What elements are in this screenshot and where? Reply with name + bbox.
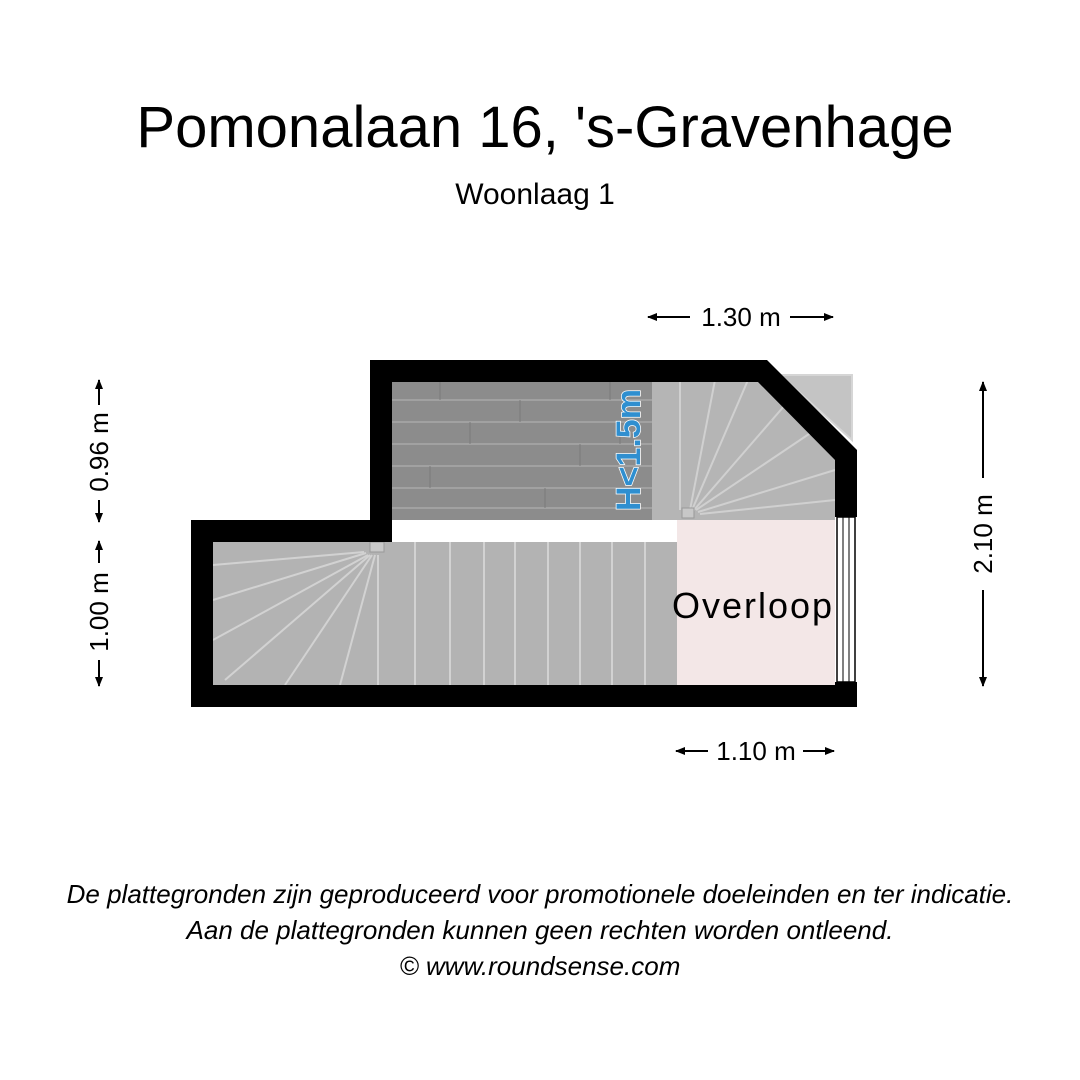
floor-subtitle: Woonlaag 1 (455, 178, 615, 211)
dimension-right-label: 2.10 m (968, 494, 998, 574)
window (837, 517, 855, 682)
dimension-right (968, 382, 998, 686)
dimension-top (648, 302, 833, 332)
height-note: H<1.5m (610, 389, 648, 511)
dimension-left-lower-label: 1.00 m (84, 572, 114, 652)
dimension-bottom-label: 1.10 m (716, 736, 796, 766)
dimension-left-upper-label: 0.96 m (84, 412, 114, 492)
lower-stair (213, 542, 677, 685)
page-title: Pomonalaan 16, 's-Gravenhage (136, 95, 954, 160)
dimension-left-lower (84, 541, 114, 686)
dimension-bottom (676, 736, 834, 766)
room-label-overloop: Overloop (671, 585, 835, 626)
dimension-top-label: 1.30 m (701, 302, 781, 332)
copyright-link[interactable]: © www.roundsense.com (399, 951, 681, 981)
dimension-left-upper (84, 380, 114, 522)
disclaimer-line-1: De plattegronden zijn geproduceerd voor promotionele doeleinden en ter indicatie. (66, 879, 1014, 909)
disclaimer (0, 876, 1080, 984)
disclaimer-line-2: Aan de plattegronden kunnen geen rechten worden ontleend. (186, 915, 894, 945)
